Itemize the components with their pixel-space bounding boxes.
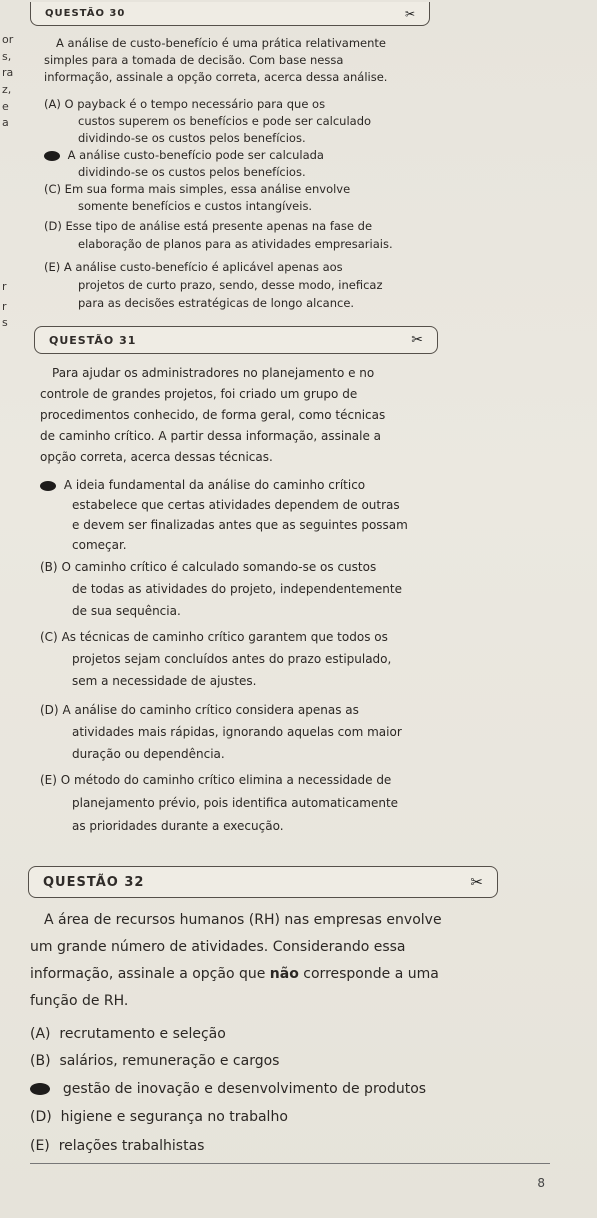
option-text-line: as prioridades durante a execução.: [72, 819, 284, 833]
margin-fragment: e: [2, 100, 9, 113]
filled-answer-mark-icon: [30, 1083, 50, 1095]
option-text: O caminho crítico é calculado somando-se os custos: [61, 560, 377, 574]
option-text-line: somente benefícios e custos intangíveis.: [78, 199, 313, 213]
option-text-line: de sua sequência.: [72, 604, 181, 618]
scissors-icon: ✂: [404, 6, 415, 21]
margin-fragment: z,: [2, 83, 12, 96]
option-letter: (D): [40, 703, 59, 717]
question-31-header: [34, 326, 438, 354]
option-d[interactable]: [40, 703, 359, 717]
question-31-stem-line: Para ajudar os administradores no planejamento e no: [52, 366, 375, 380]
question-32-stem-line: [30, 966, 439, 982]
option-text-line: projetos sejam concluídos antes do prazo estipulado,: [72, 652, 392, 666]
option-text: gestão de inovação e desenvolvimento de produtos: [62, 1081, 427, 1097]
option-a[interactable]: [44, 97, 325, 111]
option-letter: (A): [30, 1026, 51, 1042]
margin-fragment: s: [2, 316, 8, 329]
option-text: relações trabalhistas: [58, 1138, 205, 1154]
question-30-stem-line: A análise de custo-benefício é uma prática relativamente: [56, 36, 386, 50]
option-text: O método do caminho crítico elimina a necessidade de: [60, 773, 392, 787]
option-text: salários, remuneração e cargos: [59, 1053, 280, 1069]
option-text: A análise custo-benefício é aplicável apenas aos: [63, 260, 343, 274]
margin-fragment: a: [2, 116, 9, 129]
option-text-line: projetos de curto prazo, sendo, desse modo, ineficaz: [78, 278, 383, 292]
option-b[interactable]: [30, 1053, 279, 1069]
question-30-stem-line: simples para a tomada de decisão. Com base nessa: [44, 53, 344, 67]
option-text-line: para as decisões estratégicas de longo alcance.: [78, 296, 355, 310]
option-c[interactable]: [40, 630, 388, 644]
stem-text: informação, assinale a opção que: [30, 966, 270, 982]
option-text: A ideia fundamental da análise do caminho crítico: [63, 478, 366, 492]
option-letter: (D): [30, 1109, 52, 1125]
option-text-line: sem a necessidade de ajustes.: [72, 674, 257, 688]
option-a[interactable]: [30, 1026, 226, 1042]
option-e[interactable]: [44, 260, 343, 274]
bottom-divider: [30, 1163, 550, 1164]
margin-fragment: s,: [2, 50, 12, 63]
option-text: Esse tipo de análise está presente apenas na fase de: [65, 219, 373, 233]
option-text: Em sua forma mais simples, essa análise envolve: [64, 182, 351, 196]
option-b[interactable]: [40, 560, 376, 574]
option-text-line: duração ou dependência.: [72, 747, 225, 761]
option-text: As técnicas de caminho crítico garantem que todos os: [61, 630, 388, 644]
option-e[interactable]: [40, 773, 391, 787]
question-31-stem-line: opção correta, acerca dessas técnicas.: [40, 450, 273, 464]
page-number: 8: [537, 1176, 545, 1190]
option-text-line: e devem ser finalizadas antes que as seguintes possam: [72, 518, 408, 532]
option-letter: (B): [30, 1053, 51, 1069]
question-32-title: QUESTÃO 32: [43, 874, 145, 890]
option-a[interactable]: [40, 478, 365, 492]
option-letter: (C): [40, 630, 58, 644]
option-text-line: estabelece que certas atividades dependem de outras: [72, 498, 400, 512]
question-31-stem-line: de caminho crítico. A partir dessa informação, assinale a: [40, 429, 382, 443]
option-letter: (E): [30, 1138, 50, 1154]
option-text-line: dividindo-se os custos pelos benefícios.: [78, 131, 306, 145]
margin-fragment: or: [2, 33, 14, 46]
question-32-stem-line: um grande número de atividades. Considerando essa: [30, 939, 406, 955]
stem-text: corresponde a uma: [298, 966, 439, 982]
option-text: recrutamento e seleção: [59, 1026, 226, 1042]
option-text-line: planejamento prévio, pois identifica automaticamente: [72, 796, 399, 810]
option-text-line: de todas as atividades do projeto, independentemente: [72, 582, 402, 596]
option-letter: (E): [44, 260, 61, 274]
option-text: A análise do caminho crítico considera apenas as: [62, 703, 359, 717]
option-text: A análise custo-benefício pode ser calculada: [67, 148, 324, 162]
option-letter: (E): [40, 773, 57, 787]
option-letter: (A): [44, 97, 61, 111]
question-30-title: QUESTÃO 30: [45, 8, 126, 19]
option-text: O payback é o tempo necessário para que os: [64, 97, 326, 111]
stem-emphasis: não: [269, 966, 299, 982]
option-e[interactable]: [30, 1138, 204, 1154]
filled-answer-mark-icon: [44, 151, 60, 161]
option-d[interactable]: [44, 219, 372, 233]
scissors-icon: ✂: [470, 873, 483, 891]
scissors-icon: ✂: [411, 332, 423, 348]
margin-fragment: r: [2, 300, 7, 313]
margin-fragment: ra: [2, 66, 14, 79]
question-32-stem-line: A área de recursos humanos (RH) nas empresas envolve: [44, 912, 442, 928]
option-text-line: atividades mais rápidas, ignorando aquelas com maior: [72, 725, 402, 739]
option-c[interactable]: [30, 1081, 426, 1097]
question-32-stem-line: função de RH.: [30, 993, 129, 1009]
option-letter: (D): [44, 219, 62, 233]
option-text-line: elaboração de planos para as atividades empresariais.: [78, 237, 393, 251]
question-31-title: QUESTÃO 31: [49, 333, 137, 347]
option-text-line: dividindo-se os custos pelos benefícios.: [78, 165, 306, 179]
question-30-header: [30, 2, 430, 26]
question-32-header: [28, 866, 498, 898]
margin-fragment: r: [2, 280, 7, 293]
option-c[interactable]: [44, 182, 350, 196]
question-30-stem-line: informação, assinale a opção correta, acerca dessa análise.: [44, 70, 388, 84]
filled-answer-mark-icon: [40, 481, 56, 491]
option-letter: (C): [44, 182, 62, 196]
option-text: higiene e segurança no trabalho: [60, 1109, 288, 1125]
question-31-stem-line: controle de grandes projetos, foi criado um grupo de: [40, 387, 358, 401]
question-31-stem-line: procedimentos conhecido, de forma geral, como técnicas: [40, 408, 386, 422]
option-d[interactable]: [30, 1109, 288, 1125]
option-letter: (B): [40, 560, 58, 574]
option-text-line: começar.: [72, 538, 127, 552]
option-text-line: custos superem os benefícios e pode ser calculado: [78, 114, 372, 128]
option-b[interactable]: [44, 148, 324, 162]
